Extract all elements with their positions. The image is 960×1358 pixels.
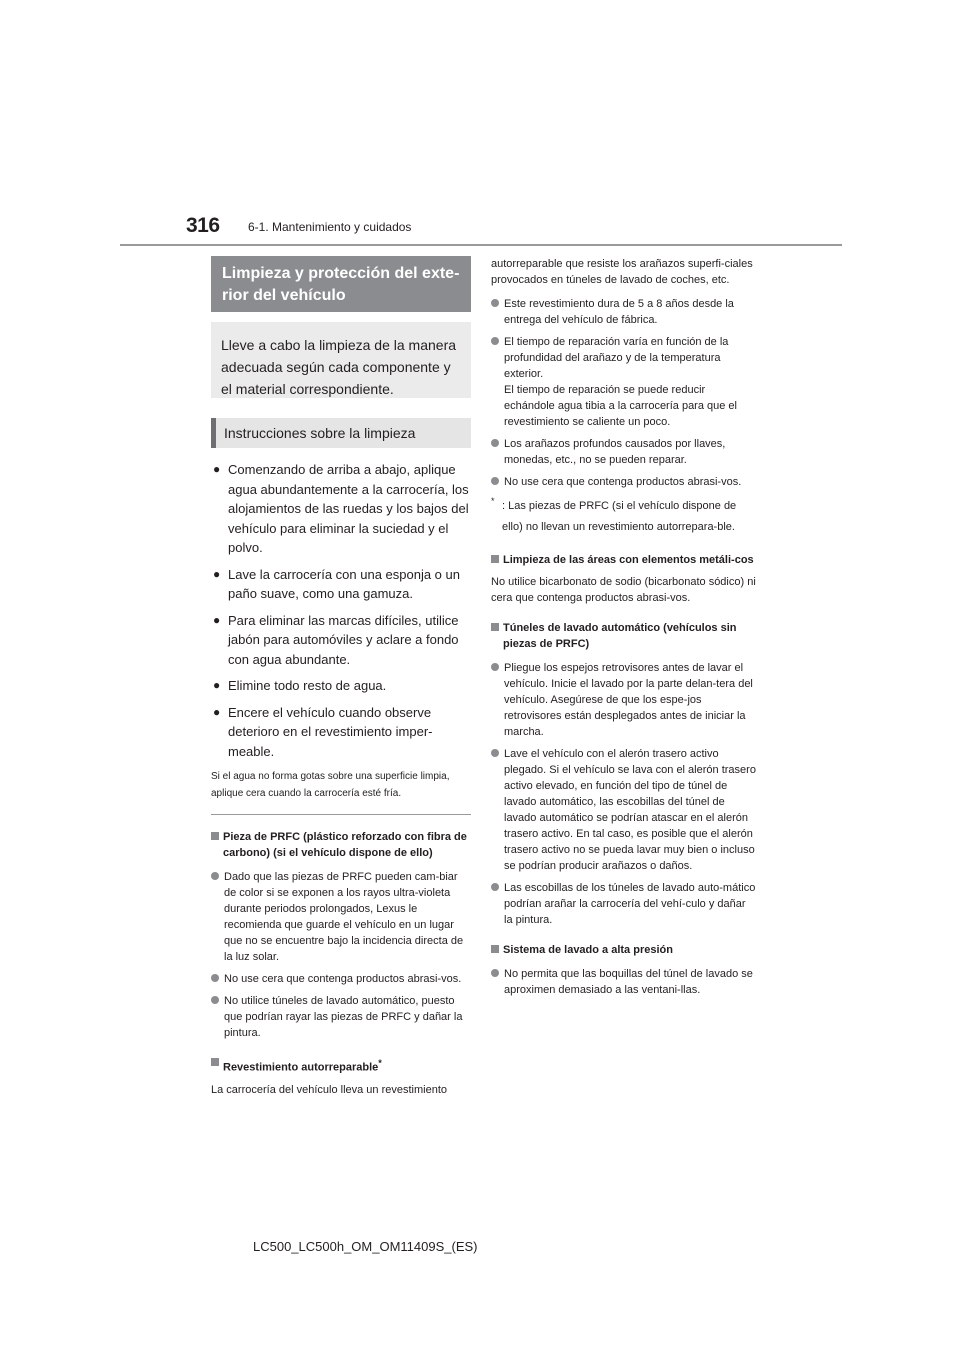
bullet-icon: ● (213, 678, 221, 692)
square-bullet-icon (211, 832, 219, 840)
bullet-icon (491, 337, 499, 345)
list-item: Las escobillas de los túneles de lavado auto-mático podrían arañar la carrocería del vehí-culo y dañar la pintura. (491, 880, 757, 928)
left-column (211, 256, 471, 1098)
right-column (491, 256, 757, 1004)
list-item: ● Lave la carrocería con una esponja o un paño suave, como una gamuza. (213, 566, 460, 601)
list-item: No permita que las boquillas del túnel de lavado se aproximen demasiado a las ventani-llas. (491, 966, 757, 998)
list-item: ● Comenzando de arriba a abajo, aplique agua abundantemente a la carrocería, los alojamientos de las ruedas y los bajos del vehículo para eliminar la suciedad y el polvo. (213, 462, 469, 555)
bullet-icon (211, 872, 219, 880)
bullet-icon: ● (213, 566, 221, 581)
list-item: ● Elimine todo resto de agua. (211, 676, 471, 696)
header-divider (120, 244, 842, 246)
coating-text: La carrocería del vehículo lleva un revestimiento (211, 1083, 448, 1096)
tunnel-heading: Túneles de lavado automático (vehículos sin piezas de PRFC) (491, 620, 757, 652)
bullet-icon (491, 969, 499, 977)
list-item: No use cera que contenga productos abrasi-vos. (491, 474, 757, 490)
list-item: Los arañazos profundos causados por llaves, monedas, etc., no se pueden reparar. (491, 436, 757, 468)
list-item: Lave el vehículo con el alerón trasero activo plegado. Si el vehículo se lava con el alerón trasero activo elevado, en función del tipo de túnel de lavado automático, las escobillas del túnel de lavado automático se podrían atascar en el alerón trasero activo. En tal caso, es posible que el alerón trasero activo no se pueda lavar muy bien o incluso se podrían producir arañazos o daños. (491, 746, 757, 874)
metal-heading: Limpieza de las áreas con elementos metáli-cos (491, 552, 757, 568)
main-heading: Limpieza y protección del exte-rior del vehículo (211, 256, 471, 312)
bullet-icon (211, 996, 219, 1004)
document-code: LC500_LC500h_OM_OM11409S_(ES) (253, 1239, 478, 1254)
list-item: El tiempo de reparación varía en función de la profundidad del arañazo y de la temperatura exterior. El tiempo de reparación se puede reducir echándole agua tibia a la carrocería para que el revestimiento se caliente un poco. (491, 334, 757, 430)
pressure-heading: Sistema de lavado a alta presión (491, 942, 757, 958)
bullet-icon (491, 477, 499, 485)
bullet-icon: ● (213, 704, 221, 719)
coating-heading: Revestimiento autorreparable* (211, 1055, 471, 1076)
list-item: ● Para eliminar las marcas difíciles, utilice jabón para automóviles y aclare a fondo con agua abundante. (213, 612, 459, 667)
wax-note: Si el agua no forma gotas sobre una superficie limpia, aplique cera cuando la carrocería esté fría. (211, 768, 471, 815)
bullet-icon (491, 299, 499, 307)
bullet-icon: ● (213, 612, 221, 627)
bullet-icon: ● (213, 462, 221, 476)
bullet-icon (491, 439, 499, 447)
bullet-icon (491, 749, 499, 757)
intro-box: Lleve a cabo la limpieza de la manera adecuada según cada componente y el material correspondiente. (211, 322, 471, 398)
coating-list (491, 296, 757, 490)
list-item: Dado que las piezas de PRFC pueden cam-biar de color si se exponen a los rayos ultra-violeta durante periodos prolongados, Lexus le recomienda que guarde el vehículo en un lugar que no se encuentre bajo la incidencia directa de la luz solar. (211, 869, 471, 965)
prfc-list (211, 869, 471, 1041)
square-bullet-icon (491, 945, 499, 953)
footnote: * : Las piezas de PRFC (si el vehículo dispone de ello) no llevan un revestimiento autorrepara-ble. (491, 496, 737, 533)
cleaning-steps (211, 460, 471, 761)
square-bullet-icon (491, 623, 499, 631)
list-item: Este revestimiento dura de 5 a 8 años desde la entrega del vehículo de fábrica. (491, 296, 757, 328)
pressure-list (491, 966, 757, 998)
list-item: Pliegue los espejos retrovisores antes de lavar el vehículo. Inicie el lavado por la parte delan-tera del vehículo. Asegúrese de que los espe-jos retrovisores están desplegados antes de iniciar la marcha. (491, 660, 757, 740)
tunnel-list (491, 660, 757, 928)
footnote-marker: * (378, 1058, 382, 1068)
section-title: 6-1. Mantenimiento y cuidados (248, 220, 412, 234)
coating-text-continued: autorreparable que resiste los arañazos superfi-ciales provocados en túneles de lavado de coches, etc. (491, 258, 753, 286)
page-number: 316 (186, 214, 220, 237)
bullet-icon (491, 883, 499, 891)
list-item: No use cera que contenga productos abrasi-vos. (211, 971, 471, 987)
list-item: No utilice túneles de lavado automático, puesto que podrían rayar las piezas de PRFC y dañar la pintura. (211, 993, 471, 1041)
metal-text: No utilice bicarbonato de sodio (bicarbonato sódico) ni cera que contenga productos abrasi-vos. (491, 576, 756, 604)
square-bullet-icon (491, 555, 499, 563)
bullet-icon (211, 974, 219, 982)
prfc-heading: Pieza de PRFC (plástico reforzado con fibra de carbono) (si el vehículo dispone de ello) (211, 829, 471, 861)
square-bullet-icon (211, 1058, 219, 1066)
cleaning-instructions-heading: Instrucciones sobre la limpieza (211, 418, 471, 448)
list-item: ● Encere el vehículo cuando observe deterioro en el revestimiento imper-meable. (213, 704, 433, 759)
bullet-icon (491, 663, 499, 671)
